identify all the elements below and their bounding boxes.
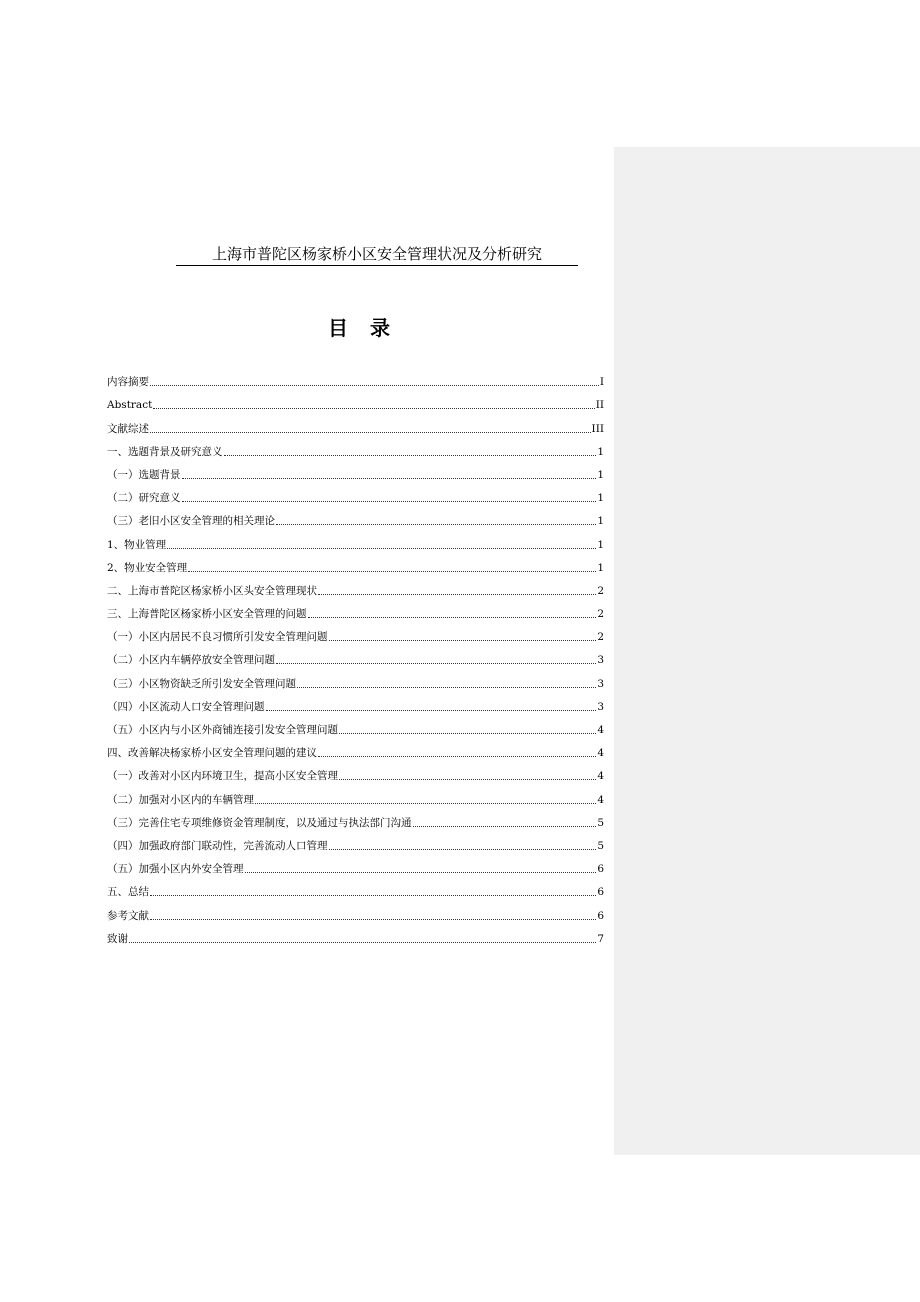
toc-dot-leader <box>297 687 596 688</box>
toc-entry-page-number: 2 <box>597 584 604 597</box>
toc-dot-leader <box>266 710 597 711</box>
toc-entry-page-number: 2 <box>597 608 604 621</box>
toc-dot-leader <box>150 895 596 896</box>
toc-entry-label: 三、上海普陀区杨家桥小区安全管理的问题 <box>107 608 307 621</box>
toc-entry-page-number: 1 <box>597 561 604 574</box>
toc-entry[interactable] <box>107 714 604 737</box>
toc-entry-label: 1、物业管理 <box>107 538 167 551</box>
toc-dot-leader <box>167 548 596 549</box>
toc-dot-leader <box>308 617 597 618</box>
toc-entry[interactable] <box>107 598 604 621</box>
toc-entry[interactable] <box>107 760 604 783</box>
toc-dot-leader <box>150 919 596 920</box>
toc-dot-leader <box>150 432 591 433</box>
toc-entry-page-number: III <box>591 422 604 435</box>
toc-entry-label: （一）小区内居民不良习惯所引发安全管理问题 <box>107 631 328 644</box>
toc-dot-leader <box>339 779 596 780</box>
toc-entry-label: 四、改善解决杨家桥小区安全管理问题的建议 <box>107 747 317 760</box>
toc-entry-page-number: 1 <box>597 468 604 481</box>
toc-entry[interactable] <box>107 783 604 806</box>
toc-entry[interactable] <box>107 459 604 482</box>
toc-dot-leader <box>150 385 599 386</box>
toc-entry[interactable] <box>107 505 604 528</box>
toc-entry-label: 参考文献 <box>107 909 149 922</box>
toc-dot-leader <box>318 756 596 757</box>
document-title: 上海市普陀区杨家桥小区安全管理状况及分析研究 <box>176 243 578 266</box>
toc-entry-page-number: 1 <box>597 492 604 505</box>
toc-entry-page-number: 4 <box>597 724 604 736</box>
toc-entry[interactable] <box>107 366 604 389</box>
toc-entry-label: （二）小区内车辆停放安全管理问题 <box>107 654 275 667</box>
toc-entry-page-number: 7 <box>597 932 604 945</box>
toc-entry-label: （三）老旧小区安全管理的相关理论 <box>107 515 275 528</box>
toc-entry-label: （一）改善对小区内环境卫生，提高小区安全管理 <box>107 770 338 783</box>
toc-entry-page-number: I <box>599 376 604 389</box>
toc-entry-page-number: 5 <box>597 839 604 852</box>
toc-dot-leader <box>339 733 596 734</box>
toc-entry-label: 五、总结 <box>107 886 149 899</box>
toc-entry-page-number: 3 <box>597 677 604 690</box>
toc-entry-page-number: 1 <box>597 515 604 528</box>
toc-entry-page-number: II <box>595 399 604 412</box>
toc-entry-page-number: 2 <box>597 631 604 644</box>
toc-entry-label: （二）研究意义 <box>107 492 181 505</box>
toc-dot-leader <box>276 524 596 525</box>
toc-dot-leader <box>245 872 597 873</box>
toc-entry-label: 二、上海市普陀区杨家桥小区头安全管理现状 <box>107 584 317 597</box>
toc-entry[interactable] <box>107 830 604 853</box>
toc-entry-label: （四）加强政府部门联动性，完善流动人口管理 <box>107 839 328 852</box>
toc-entry-label: （五）小区内与小区外商铺连接引发安全管理问题 <box>107 724 338 736</box>
toc-dot-leader <box>329 640 597 641</box>
toc-entry-page-number: 6 <box>597 886 604 899</box>
toc-entry-label: 2、物业安全管理 <box>107 561 188 574</box>
toc-dot-leader <box>255 803 596 804</box>
toc-entry[interactable] <box>107 528 604 551</box>
toc-entry[interactable] <box>107 807 604 830</box>
toc-entry-page-number: 5 <box>597 816 604 829</box>
toc-entry-label: （三）完善住宅专项维修资金管理制度，以及通过与执法部门沟通 <box>107 816 412 829</box>
toc-entry-label: 一、选题背景及研究意义 <box>107 445 223 458</box>
toc-entry-page-number: 1 <box>597 445 604 458</box>
toc-entry[interactable] <box>107 482 604 505</box>
toc-entry[interactable] <box>107 737 604 760</box>
toc-dot-leader <box>182 501 597 502</box>
toc-entry[interactable] <box>107 552 604 575</box>
toc-entry-label: （二）加强对小区内的车辆管理 <box>107 793 254 806</box>
toc-entry-page-number: 4 <box>597 770 604 783</box>
toc-entry[interactable] <box>107 899 604 922</box>
toc-entry[interactable] <box>107 923 604 946</box>
toc-entry[interactable] <box>107 853 604 876</box>
toc-entry-label: （五）加强小区内外安全管理 <box>107 863 244 876</box>
toc-heading: 目录 <box>328 316 412 340</box>
toc-entry[interactable] <box>107 621 604 644</box>
toc-entry-page-number: 6 <box>597 863 604 876</box>
toc-dot-leader <box>276 663 596 664</box>
toc-entry-page-number: 4 <box>597 747 604 760</box>
comment-pane <box>614 147 920 1155</box>
toc-entry-label: （三）小区物资缺乏所引发安全管理问题 <box>107 677 296 690</box>
toc-entry-label: Abstract <box>107 399 153 412</box>
toc-entry[interactable] <box>107 691 604 714</box>
toc-entry-label: 文献综述 <box>107 422 149 435</box>
toc-entry-label: （一）选题背景 <box>107 468 181 481</box>
toc-entry[interactable] <box>107 667 604 690</box>
table-of-contents <box>107 366 604 946</box>
toc-dot-leader <box>318 594 596 595</box>
toc-entry-page-number: 4 <box>597 793 604 806</box>
toc-dot-leader <box>413 826 597 827</box>
toc-entry[interactable] <box>107 412 604 435</box>
toc-entry-label: （四）小区流动人口安全管理问题 <box>107 700 265 713</box>
toc-entry-page-number: 3 <box>597 654 604 667</box>
toc-entry-page-number: 6 <box>597 909 604 922</box>
toc-dot-leader <box>129 942 596 943</box>
toc-entry[interactable] <box>107 876 604 899</box>
toc-entry[interactable] <box>107 575 604 598</box>
toc-entry-page-number: 3 <box>597 700 604 713</box>
toc-dot-leader <box>182 478 597 479</box>
toc-entry-label: 致谢 <box>107 932 128 945</box>
toc-entry[interactable] <box>107 436 604 459</box>
toc-entry[interactable] <box>107 644 604 667</box>
toc-entry[interactable] <box>107 389 604 412</box>
toc-dot-leader <box>188 571 596 572</box>
toc-entry-page-number: 1 <box>597 538 604 551</box>
toc-entry-label: 内容摘要 <box>107 376 149 389</box>
toc-dot-leader <box>153 408 594 409</box>
toc-dot-leader <box>329 849 597 850</box>
toc-dot-leader <box>224 455 597 456</box>
